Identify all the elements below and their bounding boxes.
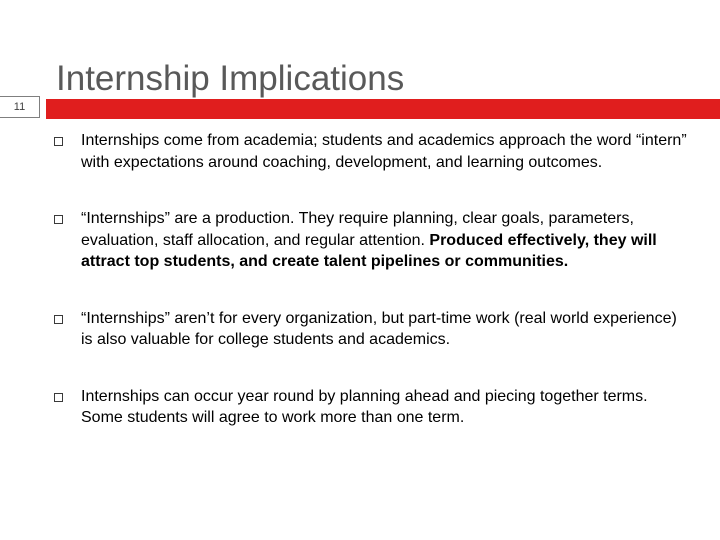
slide-title: Internship Implications bbox=[56, 59, 405, 99]
slide-number: 11 bbox=[0, 96, 40, 118]
square-bullet-icon bbox=[54, 315, 63, 324]
accent-bar bbox=[46, 99, 720, 119]
bullet-item bbox=[52, 308, 692, 351]
bullet-text: “Internships” aren’t for every organization, but part-time work (real world experience) is also valuable for college students and academics. bbox=[81, 309, 677, 348]
bullet-text: “Internships” are a production. They require planning, clear goals, parameters, evaluation, staff allocation, and regular attention. bbox=[81, 210, 634, 249]
square-bullet-icon bbox=[54, 137, 63, 146]
bullet-item bbox=[52, 208, 692, 273]
square-bullet-icon bbox=[54, 393, 63, 402]
bullet-item bbox=[52, 130, 692, 173]
bullet-text: Internships can occur year round by planning ahead and piecing together terms. Some students will agree to work more than one term. bbox=[81, 387, 648, 426]
bullet-list bbox=[52, 130, 692, 429]
bullet-text: Internships come from academia; students and academics approach the word “intern” with expectations around coaching, development, and learning outcomes. bbox=[81, 132, 687, 171]
square-bullet-icon bbox=[54, 215, 63, 224]
bullet-bold-text: Produced effectively, they will attract top students, and create talent pipelines or communities. bbox=[81, 231, 657, 270]
bullet-item bbox=[52, 386, 692, 429]
